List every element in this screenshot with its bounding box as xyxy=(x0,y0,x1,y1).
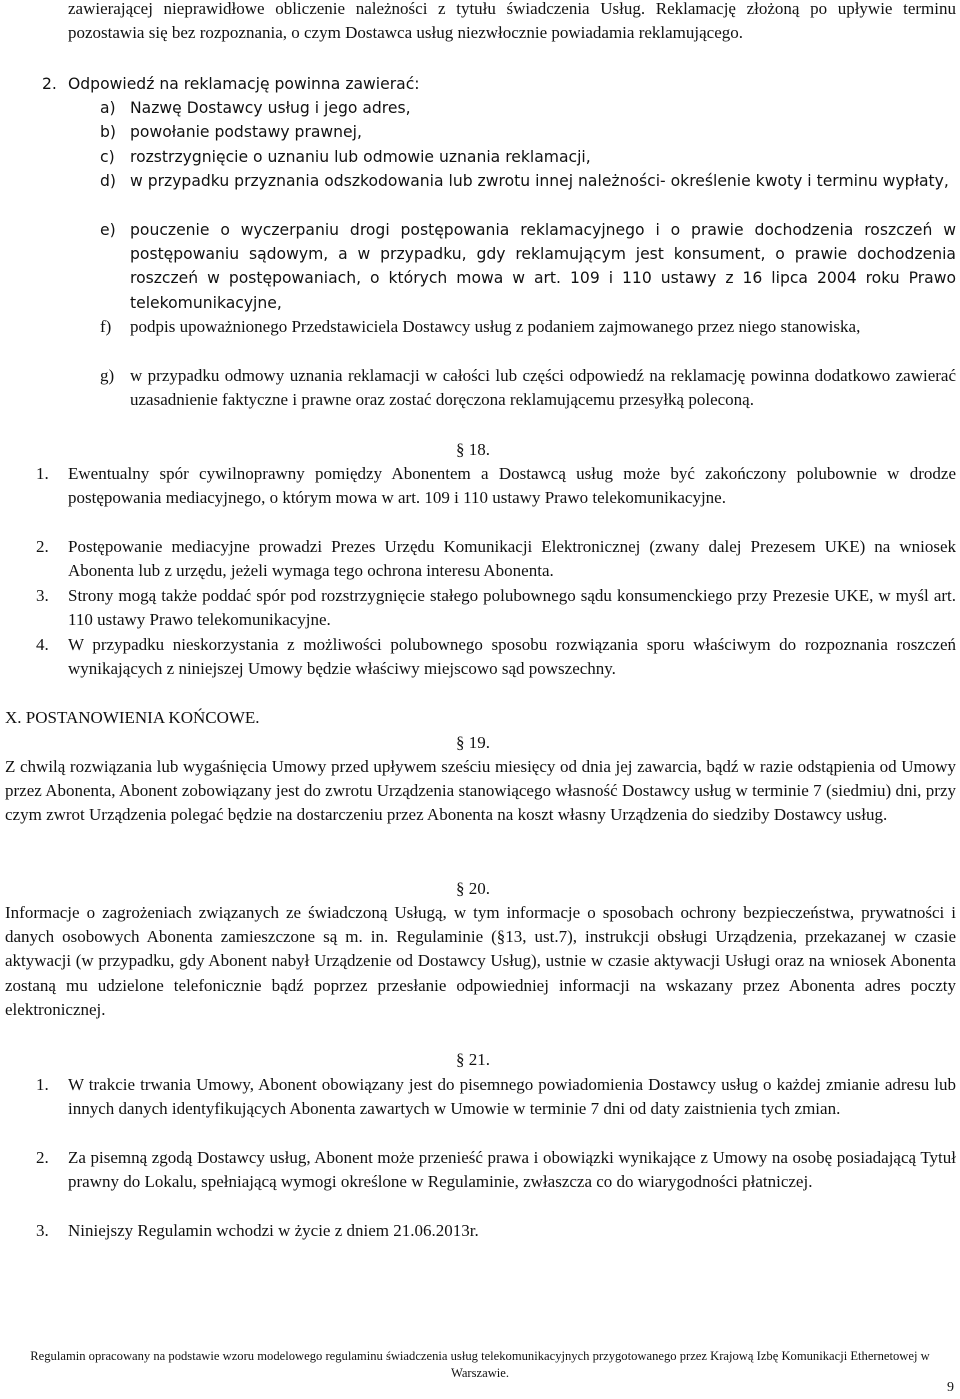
item-text: Ewentualny spór cywilnoprawny pomiędzy Abonentem a Dostawcą usług może być zakończony polubownie w drodze postępowania mediacyjnego, o którym mowa w art. 109 i 110 ustawy Prawo telekomunikacyjne. xyxy=(68,464,956,508)
item-text: Niniejszy Regulamin wchodzi w życie z dniem 21.06.2013r. xyxy=(68,1221,479,1240)
subitem-letter: e) xyxy=(100,221,116,239)
item-number: 1. xyxy=(36,464,49,483)
subitem-text: rozstrzygnięcie o uznaniu lub odmowie uznania reklamacji, xyxy=(130,148,591,166)
item-text: Postępowanie mediacyjne prowadzi Prezes Urzędu Komunikacji Elektronicznej (zwany dalej Prezesem UKE) na wniosek Abonenta lub z urzędu, jeżeli wymaga tego ochrona interesu Abonenta. xyxy=(68,537,956,581)
section-number-19: § 19. xyxy=(456,733,490,752)
paragraph: Informacje o zagrożeniach związanych ze świadczoną Usługą, w tym informacje o sposobach ochrony bezpieczeństwa, prywatności i danych osobowych Abonenta zamieszczone są m. in. Regulaminie (§13, ust.7), instrukcji obsługi Urządzenia, przekazanej w czasie aktywacji (w przypadku, gdy Abonent nabył Urządzenie od Dostawcy Usług), ustnie w czasie aktywacji Usługi oraz na wniosek Abonenta zostaną mu udzielone telefonicznie bądź poprzez przesłanie odpowiedniej informacji na wskazany przez Abonenta adres poczty elektronicznej. xyxy=(5,903,956,1019)
item-number: 2. xyxy=(36,1148,49,1167)
subitem-letter: a) xyxy=(100,99,116,117)
subitem-text: pouczenie o wyczerpaniu drogi postępowania reklamacyjnego i o prawie dochodzenia roszczeń w postępowaniu sądowym, a w przypadku, gdy reklamującym jest konsument, o prawie dochodzenia roszczeń w postępowaniach, o których mowa w art. 109 i 110 ustawy z 16 lipca 2004 roku Prawo telekomunikacyjne, xyxy=(130,221,956,312)
item-text: Za pisemną zgodą Dostawcy usług, Abonent może przenieść prawa i obowiązki wynikające z Umowy na osobę posiadającą Tytuł prawny do Lokalu, spełniającą wymogi określone w Regulaminie, zwłaszcza co do wiarygodności płatniczej. xyxy=(68,1148,956,1192)
item-number: 3. xyxy=(36,586,49,605)
subitem-text: w przypadku odmowy uznania reklamacji w całości lub części odpowiedź na reklamację powinna dodatkowo zawierać uzasadnienie faktyczne i prawne oraz zostać doręczona reklamującemu przesyłką poleconą. xyxy=(130,366,956,410)
section-number-18: § 18. xyxy=(456,440,490,459)
item-text: W trakcie trwania Umowy, Abonent obowiązany jest do pisemnego powiadomienia Dostawcy usług o każdej zmianie adresu lub innych danych identyfikujących Abonenta zawartych w Umowie w terminie 7 dni od daty zaistnienia tych zmian. xyxy=(68,1075,956,1119)
section-number-20: § 20. xyxy=(456,879,490,898)
item-number: 2. xyxy=(36,537,49,556)
subitem-letter: d) xyxy=(100,172,116,190)
item-number: 2. xyxy=(42,75,57,93)
subitem-letter: g) xyxy=(100,366,115,385)
page-number: 9 xyxy=(947,1380,954,1395)
page-footer: Regulamin opracowany na podstawie wzoru modelowego regulaminu świadczenia usług telekomunikacyjnych przygotowanego przez Krajową Izbę Komunikacji Ethernetowej w Warszawie. xyxy=(30,1349,930,1380)
item-number: 3. xyxy=(36,1221,49,1240)
item-number: 1. xyxy=(36,1075,49,1094)
section-heading: X. POSTANOWIENIA KOŃCOWE. xyxy=(5,708,260,727)
section-number-21: § 21. xyxy=(456,1050,490,1069)
item-text: Odpowiedź na reklamację powinna zawierać: xyxy=(68,75,420,93)
continuation-paragraph: zawierającej nieprawidłowe obliczenie należności z tytułu świadczenia Usług. Reklamację złożoną po upływie terminu pozostawia się bez rozpoznania, o czym Dostawca usług niezwłocznie powiadamia reklamującego. xyxy=(68,0,956,43)
subitem-letter: b) xyxy=(100,123,116,141)
subitem-letter: c) xyxy=(100,148,115,166)
subitem-text: w przypadku przyznania odszkodowania lub zwrotu innej należności- określenie kwoty i terminu wypłaty, xyxy=(130,172,949,190)
item-number: 4. xyxy=(36,635,49,654)
paragraph: Z chwilą rozwiązania lub wygaśnięcia Umowy przed upływem sześciu miesięcy od dnia jej zawarcia, bądź w razie odstąpienia od Umowy przez Abonenta, Abonent zobowiązany jest do zwrotu Urządzenia stanowiącego własność Dostawcy usług w terminie 7 (siedmiu) dni, przy czym zwrot Urządzenia polegać będzie na dostarczeniu przez Abonenta na koszt własny Urządzenia do siedziby Dostawcy usług. xyxy=(5,757,956,825)
item-text: Strony mogą także poddać spór pod rozstrzygnięcie stałego polubownego sądu konsumenckiego przy Prezesie UKE, w myśl art. 110 ustawy Prawo telekomunikacyjne. xyxy=(68,586,956,630)
subitem-letter: f) xyxy=(100,317,112,336)
subitem-text: powołanie podstawy prawnej, xyxy=(130,123,362,141)
subitem-text: Nazwę Dostawcy usług i jego adres, xyxy=(130,99,411,117)
item-text: W przypadku nieskorzystania z możliwości polubownego sposobu rozwiązania sporu właściwym do rozpoznania roszczeń wynikających z niniejszej Umowy będzie właściwy miejscowo sąd powszechny. xyxy=(68,635,956,679)
subitem-text: podpis upoważnionego Przedstawiciela Dostawcy usług z podaniem zajmowanego przez niego stanowiska, xyxy=(130,317,861,336)
